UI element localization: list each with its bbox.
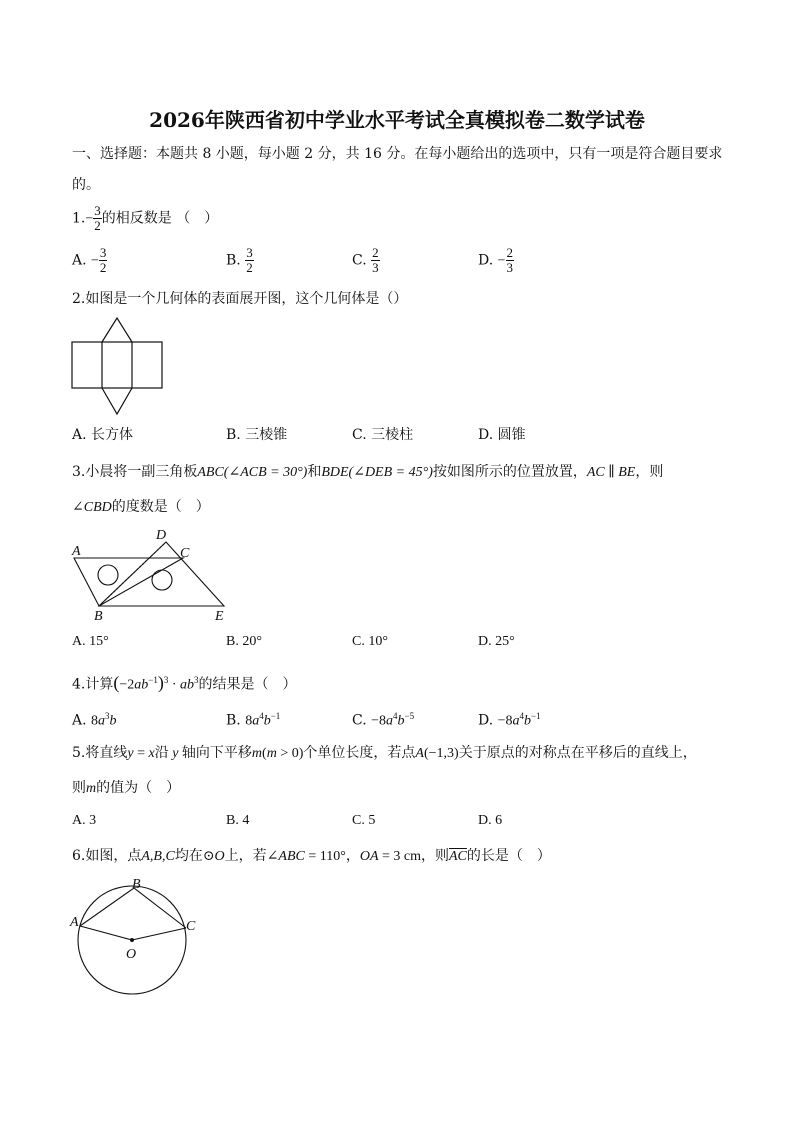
fraction: $\frac{3}{2}$	[94, 203, 101, 233]
q1-option-c: C. $\frac{2}{3}$	[352, 245, 379, 275]
label-e: E	[215, 609, 224, 624]
q3-option-c: C. 10°	[352, 634, 388, 649]
q5-option-a: A. 3	[72, 813, 97, 828]
section-heading-line2: 的。	[72, 177, 100, 193]
triangle-rulers-figure	[66, 524, 236, 624]
q3-option-a: A. 15°	[72, 634, 109, 649]
q2-option-d: D. 圆锥	[478, 427, 526, 443]
label-a: A	[70, 915, 79, 930]
label-b: B	[132, 877, 141, 892]
label-c: C	[180, 546, 190, 561]
question-3-line2: ∠CBD的度数是（ ）	[72, 499, 210, 515]
q1-option-d: D. − $\frac{2}{3}$	[478, 245, 514, 275]
q5-option-b: B. 4	[226, 813, 250, 828]
label-b: B	[94, 609, 103, 624]
question-5-line1: 5.将直线y = x沿 y 轴向下平移m(m > 0)个单位长度，若点A(−1,3)关于原点的对称点在平移后的直线上，	[72, 745, 697, 761]
q5-option-c: C. 5	[352, 813, 376, 828]
label-a: A	[72, 544, 81, 559]
q2-option-a: A. 长方体	[72, 427, 134, 443]
question-2: 2.如图是一个几何体的表面展开图，这个几何体是（）	[72, 291, 408, 307]
label-o: O	[126, 947, 137, 962]
q1-option-a: A. − $\frac{3}{2}$	[72, 245, 107, 275]
q2-option-c: C. 三棱柱	[352, 427, 414, 443]
q5-option-d: D. 6	[478, 813, 503, 828]
q3-option-b: B. 20°	[226, 634, 262, 649]
question-4: 4.计算$(-2ab^{-1})^3 \cdot ab^3$的结果是（ ）	[72, 672, 297, 693]
q4-option-d: D. $-8a^4b^{-1}$	[478, 711, 541, 729]
question-6: 6.如图，点A,B,C均在⊙O上，若∠ABC = 110°，OA = 3 cm，则$\overline{AC}$的长是（ ）	[72, 848, 551, 864]
circle-figure	[66, 874, 206, 1002]
section-heading-line1: 一、选择题：本题共 8 小题，每小题 2 分，共 16 分。在每小题给出的选项中，只有一项是符合题目要求	[72, 146, 723, 162]
page-title: 2026年陕西省初中学业水平考试全真模拟卷二数学试卷	[149, 108, 645, 132]
prism-net-figure	[70, 316, 166, 418]
label-c: C	[186, 919, 196, 934]
question-3-line1: 3.小晨将一副三角板ABC(∠ACB = 30°)和BDE(∠DEB = 45°)按如图所示的位置放置，AC ∥ BE，则	[72, 464, 664, 480]
q4-option-a: A. $8a^3b$	[72, 711, 117, 729]
q4-option-c: C. $-8a^4b^{-5}$	[352, 711, 415, 729]
question-1: 1.− $\frac{3}{2}$ 的相反数是 （ ）	[72, 203, 219, 233]
question-stem: 的相反数是 （ ）	[101, 210, 219, 227]
q2-option-b: B. 三棱锥	[226, 427, 288, 443]
question-5-line2: 则m的值为（ ）	[72, 780, 181, 796]
question-number: 1.	[72, 210, 86, 227]
q1-option-b: B. $\frac{3}{2}$	[226, 245, 253, 275]
q3-option-d: D. 25°	[478, 634, 515, 649]
q4-option-b: B. $8a^4b^{-1}$	[226, 711, 281, 729]
label-d: D	[156, 528, 167, 543]
